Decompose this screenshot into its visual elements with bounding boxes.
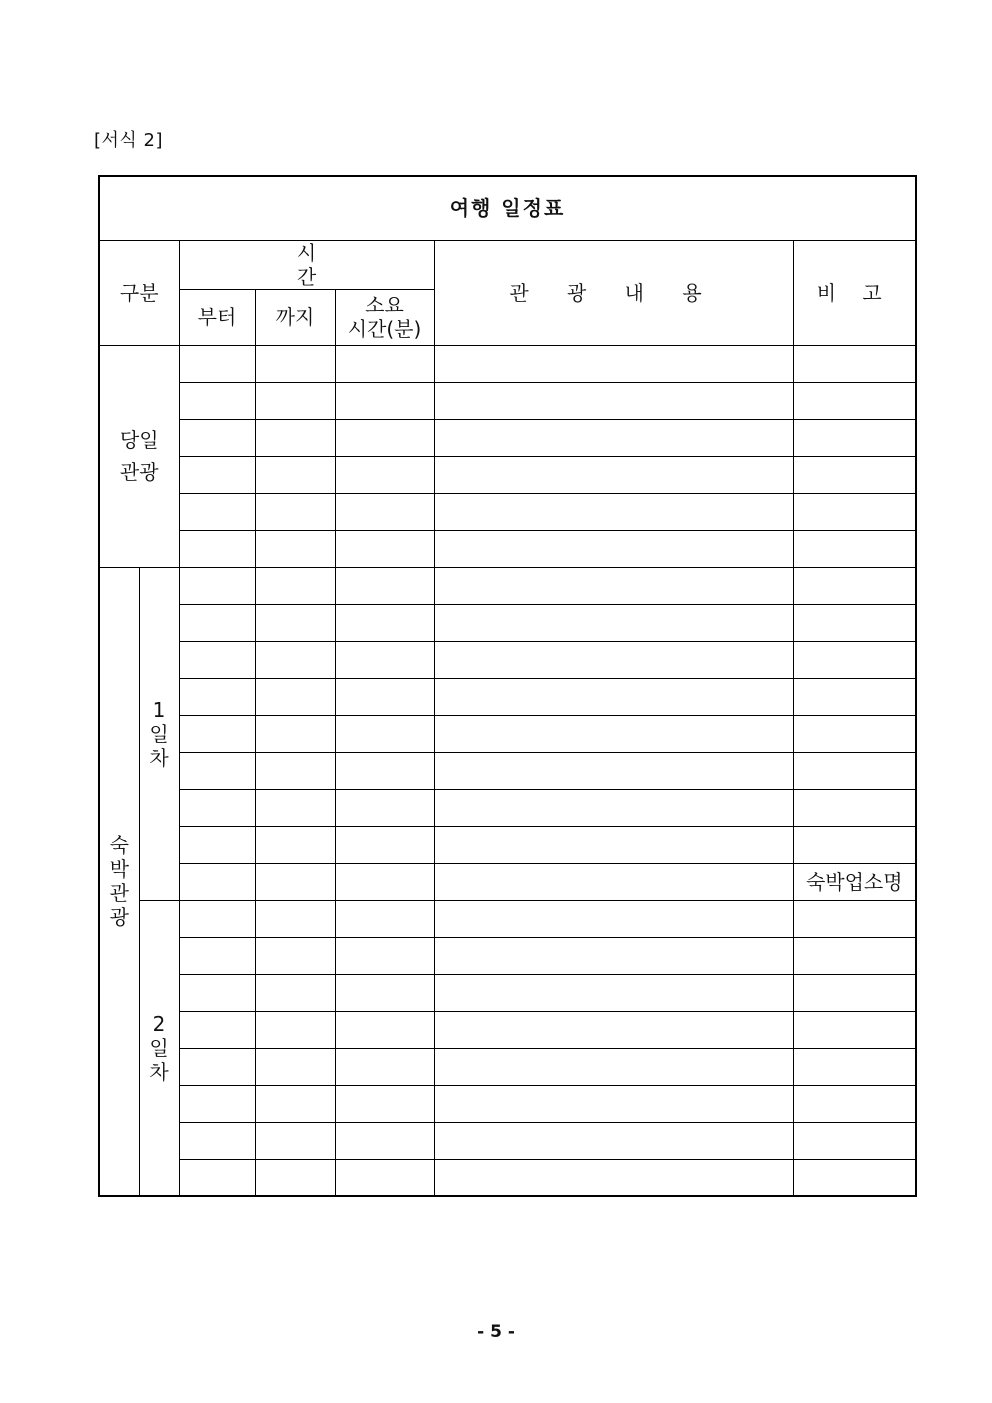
header-to: 까지 <box>255 289 335 345</box>
cell-from[interactable] <box>179 641 255 678</box>
section-day-trip-line1: 당일 <box>119 428 159 452</box>
cell-note[interactable] <box>793 1085 916 1122</box>
cell-content[interactable] <box>434 715 793 752</box>
cell-from[interactable] <box>179 345 255 382</box>
cell-from[interactable] <box>179 493 255 530</box>
section-overnight-char: 관 <box>109 881 129 906</box>
cell-duration[interactable] <box>335 345 434 382</box>
cell-content[interactable] <box>434 1159 793 1196</box>
cell-content[interactable] <box>434 567 793 604</box>
cell-duration[interactable] <box>335 900 434 937</box>
header-content: 관 광 내 용 <box>434 240 793 345</box>
cell-note[interactable] <box>793 974 916 1011</box>
cell-note[interactable] <box>793 678 916 715</box>
section-day1-char: 일 <box>149 721 169 746</box>
cell-from[interactable] <box>179 604 255 641</box>
cell-to[interactable] <box>255 1085 335 1122</box>
cell-to[interactable] <box>255 826 335 863</box>
cell-to[interactable] <box>255 419 335 456</box>
cell-content[interactable] <box>434 456 793 493</box>
cell-to[interactable] <box>255 1048 335 1085</box>
cell-note[interactable] <box>793 604 916 641</box>
cell-note[interactable] <box>793 1048 916 1085</box>
header-time: 시 간 <box>179 240 434 289</box>
section-day2-char: 차 <box>149 1059 169 1084</box>
cell-duration[interactable] <box>335 604 434 641</box>
cell-duration[interactable] <box>335 1159 434 1196</box>
cell-note[interactable] <box>793 937 916 974</box>
section-day-trip <box>99 345 179 567</box>
cell-content[interactable] <box>434 678 793 715</box>
cell-note[interactable] <box>793 1122 916 1159</box>
cell-duration[interactable] <box>335 456 434 493</box>
section-overnight-char: 광 <box>109 905 129 930</box>
cell-note[interactable] <box>793 419 916 456</box>
section-day2-char: 2 <box>152 1011 166 1036</box>
cell-to[interactable] <box>255 641 335 678</box>
cell-content[interactable] <box>434 1048 793 1085</box>
cell-to[interactable] <box>255 530 335 567</box>
cell-duration[interactable] <box>335 1011 434 1048</box>
cell-to[interactable] <box>255 937 335 974</box>
cell-to[interactable] <box>255 715 335 752</box>
cell-from[interactable] <box>179 974 255 1011</box>
cell-note[interactable] <box>793 345 916 382</box>
cell-to[interactable] <box>255 1122 335 1159</box>
cell-content[interactable] <box>434 752 793 789</box>
cell-from[interactable] <box>179 1122 255 1159</box>
cell-duration[interactable] <box>335 678 434 715</box>
cell-from[interactable] <box>179 419 255 456</box>
cell-from[interactable] <box>179 382 255 419</box>
header-duration-line2: 시간(분) <box>347 317 422 341</box>
section-overnight-char: 숙 <box>109 833 129 858</box>
cell-content[interactable] <box>434 974 793 1011</box>
header-category: 구분 <box>99 240 179 345</box>
cell-to[interactable] <box>255 345 335 382</box>
cell-duration[interactable] <box>335 863 434 900</box>
cell-content[interactable] <box>434 345 793 382</box>
cell-from[interactable] <box>179 1159 255 1196</box>
cell-to[interactable] <box>255 1011 335 1048</box>
cell-to[interactable] <box>255 900 335 937</box>
cell-note[interactable] <box>793 530 916 567</box>
section-overnight <box>99 567 139 1196</box>
page-number: - 5 - <box>477 1322 515 1342</box>
cell-from[interactable] <box>179 567 255 604</box>
cell-note[interactable] <box>793 456 916 493</box>
section-day2 <box>139 900 179 1196</box>
itinerary-table <box>98 175 917 1197</box>
cell-to[interactable] <box>255 567 335 604</box>
cell-duration[interactable] <box>335 1085 434 1122</box>
cell-to[interactable] <box>255 382 335 419</box>
cell-from[interactable] <box>179 752 255 789</box>
cell-from[interactable] <box>179 900 255 937</box>
cell-from[interactable] <box>179 863 255 900</box>
section-day-trip-line2: 관광 <box>119 460 159 484</box>
document-title: 여행 일정표 <box>99 176 916 240</box>
cell-duration[interactable] <box>335 382 434 419</box>
cell-content[interactable] <box>434 900 793 937</box>
cell-note[interactable] <box>793 567 916 604</box>
header-from: 부터 <box>179 289 255 345</box>
cell-from[interactable] <box>179 1011 255 1048</box>
cell-duration[interactable] <box>335 789 434 826</box>
cell-to[interactable] <box>255 456 335 493</box>
cell-content[interactable] <box>434 1085 793 1122</box>
cell-note-lodging[interactable]: 숙박업소명 <box>793 863 916 900</box>
cell-duration[interactable] <box>335 826 434 863</box>
header-duration <box>335 289 434 345</box>
cell-content[interactable] <box>434 493 793 530</box>
cell-content[interactable] <box>434 530 793 567</box>
cell-note[interactable] <box>793 715 916 752</box>
cell-note[interactable] <box>793 493 916 530</box>
cell-note[interactable] <box>793 1159 916 1196</box>
cell-content[interactable] <box>434 937 793 974</box>
cell-content[interactable] <box>434 863 793 900</box>
cell-content[interactable] <box>434 419 793 456</box>
section-day1-char: 1 <box>152 697 166 722</box>
cell-duration[interactable] <box>335 530 434 567</box>
cell-duration[interactable] <box>335 493 434 530</box>
cell-content[interactable] <box>434 1122 793 1159</box>
cell-from[interactable] <box>179 789 255 826</box>
cell-from[interactable] <box>179 715 255 752</box>
form-label: [서식 2] <box>94 130 163 151</box>
cell-duration[interactable] <box>335 567 434 604</box>
cell-content[interactable] <box>434 382 793 419</box>
cell-content[interactable] <box>434 641 793 678</box>
cell-note[interactable] <box>793 826 916 863</box>
cell-duration[interactable] <box>335 752 434 789</box>
cell-from[interactable] <box>179 826 255 863</box>
cell-from[interactable] <box>179 456 255 493</box>
header-duration-line1: 소요 <box>365 293 404 317</box>
cell-to[interactable] <box>255 604 335 641</box>
cell-note[interactable] <box>793 900 916 937</box>
cell-content[interactable] <box>434 789 793 826</box>
section-day2-char: 일 <box>149 1035 169 1060</box>
cell-note[interactable] <box>793 1011 916 1048</box>
cell-to[interactable] <box>255 1159 335 1196</box>
cell-duration[interactable] <box>335 419 434 456</box>
cell-duration[interactable] <box>335 937 434 974</box>
header-note: 비 고 <box>793 240 916 345</box>
cell-to[interactable] <box>255 678 335 715</box>
section-day1 <box>139 567 179 900</box>
section-day1-char: 차 <box>149 745 169 770</box>
cell-note[interactable] <box>793 789 916 826</box>
cell-duration[interactable] <box>335 641 434 678</box>
cell-to[interactable] <box>255 789 335 826</box>
cell-to[interactable] <box>255 493 335 530</box>
cell-to[interactable] <box>255 974 335 1011</box>
cell-content[interactable] <box>434 1011 793 1048</box>
cell-to[interactable] <box>255 752 335 789</box>
cell-note[interactable] <box>793 752 916 789</box>
cell-from[interactable] <box>179 1085 255 1122</box>
cell-duration[interactable] <box>335 1122 434 1159</box>
cell-duration[interactable] <box>335 715 434 752</box>
cell-content[interactable] <box>434 826 793 863</box>
cell-note[interactable] <box>793 641 916 678</box>
cell-to[interactable] <box>255 863 335 900</box>
cell-note[interactable] <box>793 382 916 419</box>
section-overnight-char: 박 <box>109 857 129 882</box>
cell-duration[interactable] <box>335 974 434 1011</box>
cell-from[interactable] <box>179 937 255 974</box>
cell-from[interactable] <box>179 678 255 715</box>
cell-from[interactable] <box>179 1048 255 1085</box>
cell-content[interactable] <box>434 604 793 641</box>
cell-duration[interactable] <box>335 1048 434 1085</box>
cell-from[interactable] <box>179 530 255 567</box>
